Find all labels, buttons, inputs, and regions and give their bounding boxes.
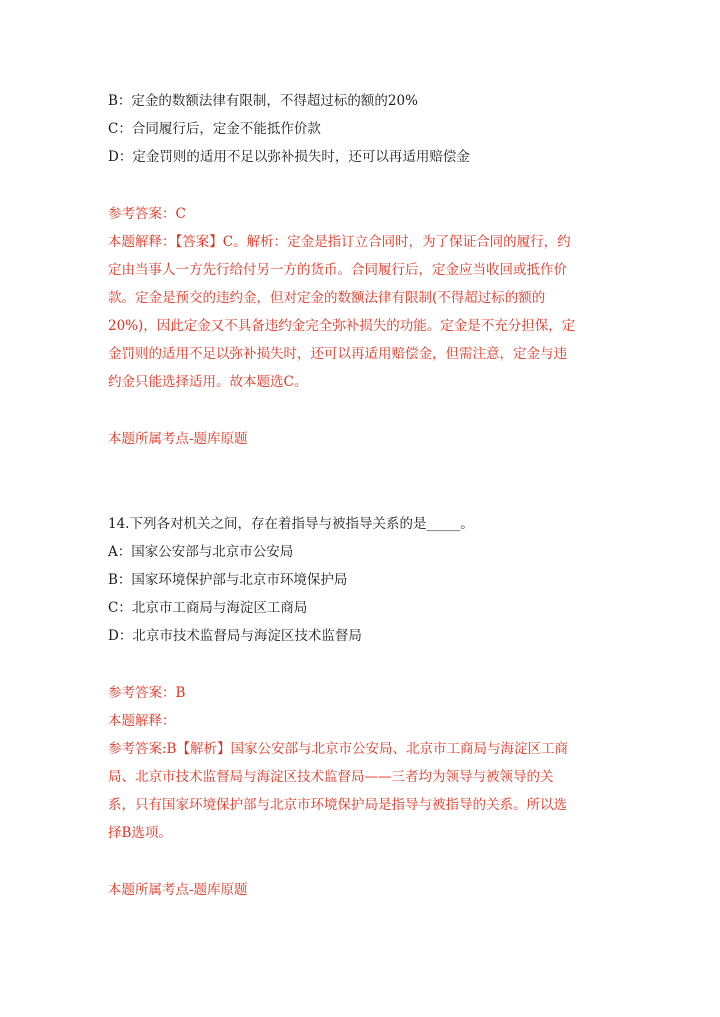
q13-explanation-line-5: 金罚则的适用不足以弥补损失时，还可以再适用赔偿金，但需注意，定金与违 <box>108 346 567 362</box>
q13-option-c: C：合同履行后，定金不能抵作价款 <box>108 121 321 137</box>
q13-category: 本题所属考点-题库原题 <box>108 431 248 447</box>
q14-option-c: C：北京市工商局与海淀区工商局 <box>108 600 308 616</box>
q14-explanation-label: 本题解释： <box>108 713 176 729</box>
q13-option-d: D：定金罚则的适用不足以弥补损失时，还可以再适用赔偿金 <box>108 149 470 165</box>
q13-explanation-line-6: 约金只能选择适用。故本题选C。 <box>108 374 308 390</box>
q13-option-b: B：定金的数额法律有限制，不得超过标的额的20% <box>108 93 418 109</box>
q14-category: 本题所属考点-题库原题 <box>108 882 248 898</box>
q13-explanation-line-3: 款。定金是预交的违约金，但对定金的数额法律有限制(不得超过标的额的 <box>108 290 546 306</box>
q14-explanation-line-4: 择B选项。 <box>108 825 172 841</box>
q13-explanation-line-1: 本题解释：【答案】C。解析：定金是指订立合同时，为了保证合同的履行，约 <box>108 234 571 250</box>
q14-explanation-line-3: 系，只有国家环境保护部与北京市环境保护局是指导与被指导的关系。所以选 <box>108 797 567 813</box>
q14-explanation-line-1: 参考答案:B【解析】国家公安部与北京市公安局、北京市工商局与海淀区工商 <box>108 741 568 757</box>
q13-explanation-line-2: 定由当事人一方先行给付另一方的货币。合同履行后，定金应当收回或抵作价 <box>108 262 567 278</box>
q14-option-b: B：国家环境保护部与北京市环境保护局 <box>108 572 348 588</box>
q14-explanation-line-2: 局、北京市技术监督局与海淀区技术监督局——三者均为领导与被领导的关 <box>108 769 554 785</box>
q14-option-a: A：国家公安部与北京市公安局 <box>108 544 294 560</box>
q14-answer: 参考答案：B <box>108 685 186 701</box>
q13-explanation-line-4: 20%)，因此定金又不具备违约金完全弥补损失的功能。定金是不充分担保，定 <box>108 318 576 334</box>
q14-question: 14.下列各对机关之间，存在着指导与被指导关系的是_____。 <box>108 516 474 532</box>
q13-answer: 参考答案：C <box>108 206 186 222</box>
q14-option-d: D：北京市技术监督局与海淀区技术监督局 <box>108 628 362 644</box>
